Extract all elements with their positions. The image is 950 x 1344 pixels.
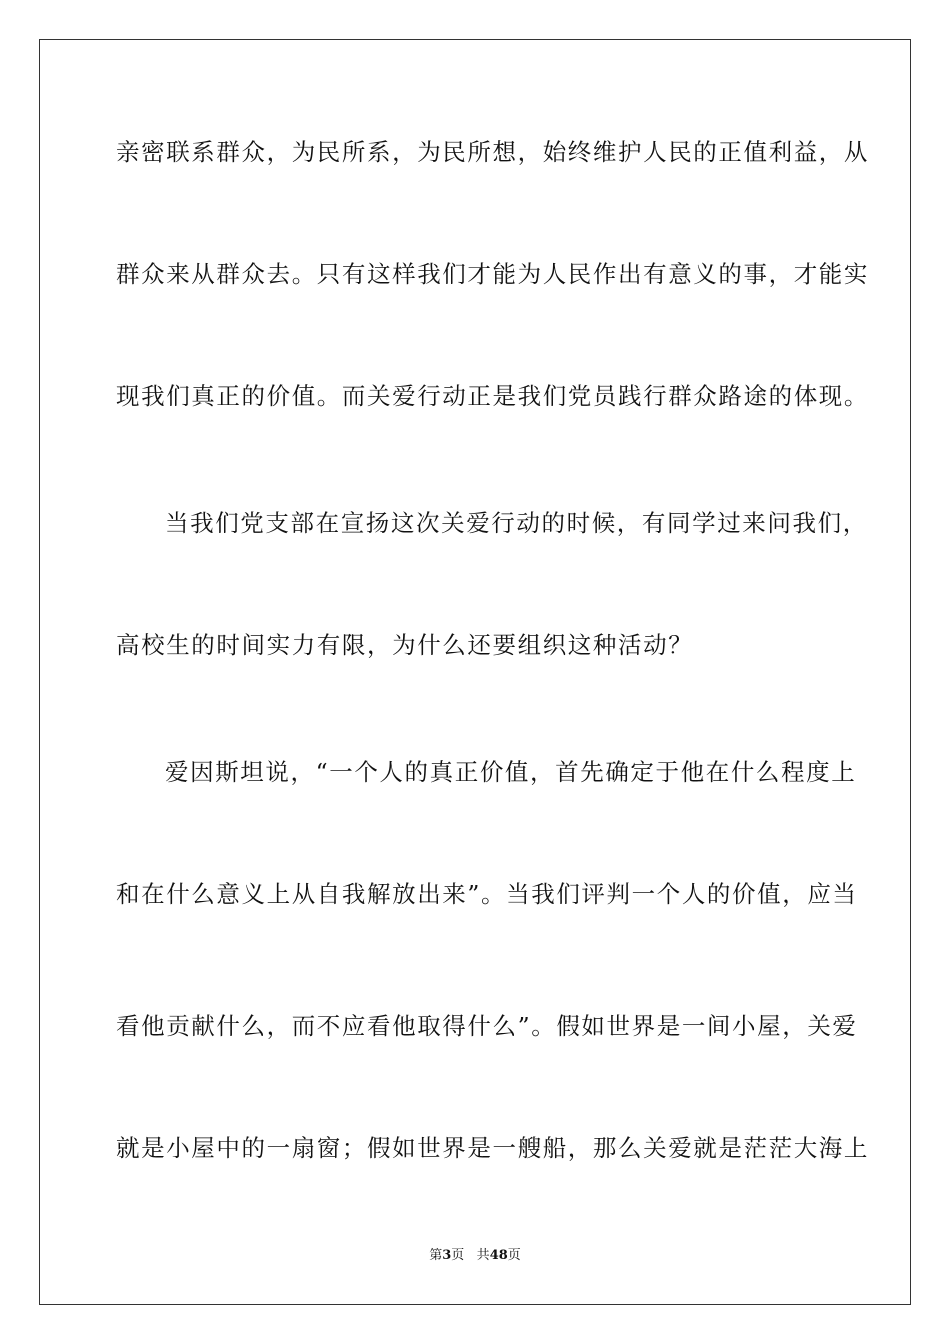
body-line-8: 看他贡献什么，而不应看他取得什么”。假如世界是一间小屋，关爱 [116, 1012, 858, 1040]
body-line-2: 群众来从群众去。只有这样我们才能为人民作出有意义的事，才能实 [116, 260, 869, 288]
footer-page-number: 3 [442, 1248, 452, 1263]
body-line-5: 高校生的时间实力有限，为什么还要组织这种活动？ [116, 631, 694, 659]
footer-page-prefix: 第 [429, 1248, 443, 1263]
page-border [39, 39, 911, 1305]
body-line-4: 当我们党支部在宣扬这次关爱行动的时候，有同学过来问我们， [165, 509, 868, 537]
footer-total-pages: 48 [489, 1248, 508, 1263]
footer-total-prefix: 共 [476, 1248, 490, 1263]
body-line-9: 就是小屋中的一扇窗；假如世界是一艘船，那么关爱就是茫茫大海上 [116, 1134, 869, 1162]
footer-total-suffix: 页 [507, 1248, 521, 1263]
body-line-3: 现我们真正的价值。而关爱行动正是我们党员践行群众路途的体现。 [116, 382, 869, 410]
body-line-7: 和在什么意义上从自我解放出来”。当我们评判一个人的价值，应当 [116, 880, 858, 908]
body-line-1: 亲密联系群众，为民所系，为民所想，始终维护人民的正值利益，从 [116, 138, 869, 166]
page-footer [0, 1247, 950, 1265]
body-line-6: 爱因斯坦说，“一个人的真正价值，首先确定于他在什么程度上 [165, 758, 857, 786]
footer-page-suffix: 页 [451, 1248, 465, 1263]
